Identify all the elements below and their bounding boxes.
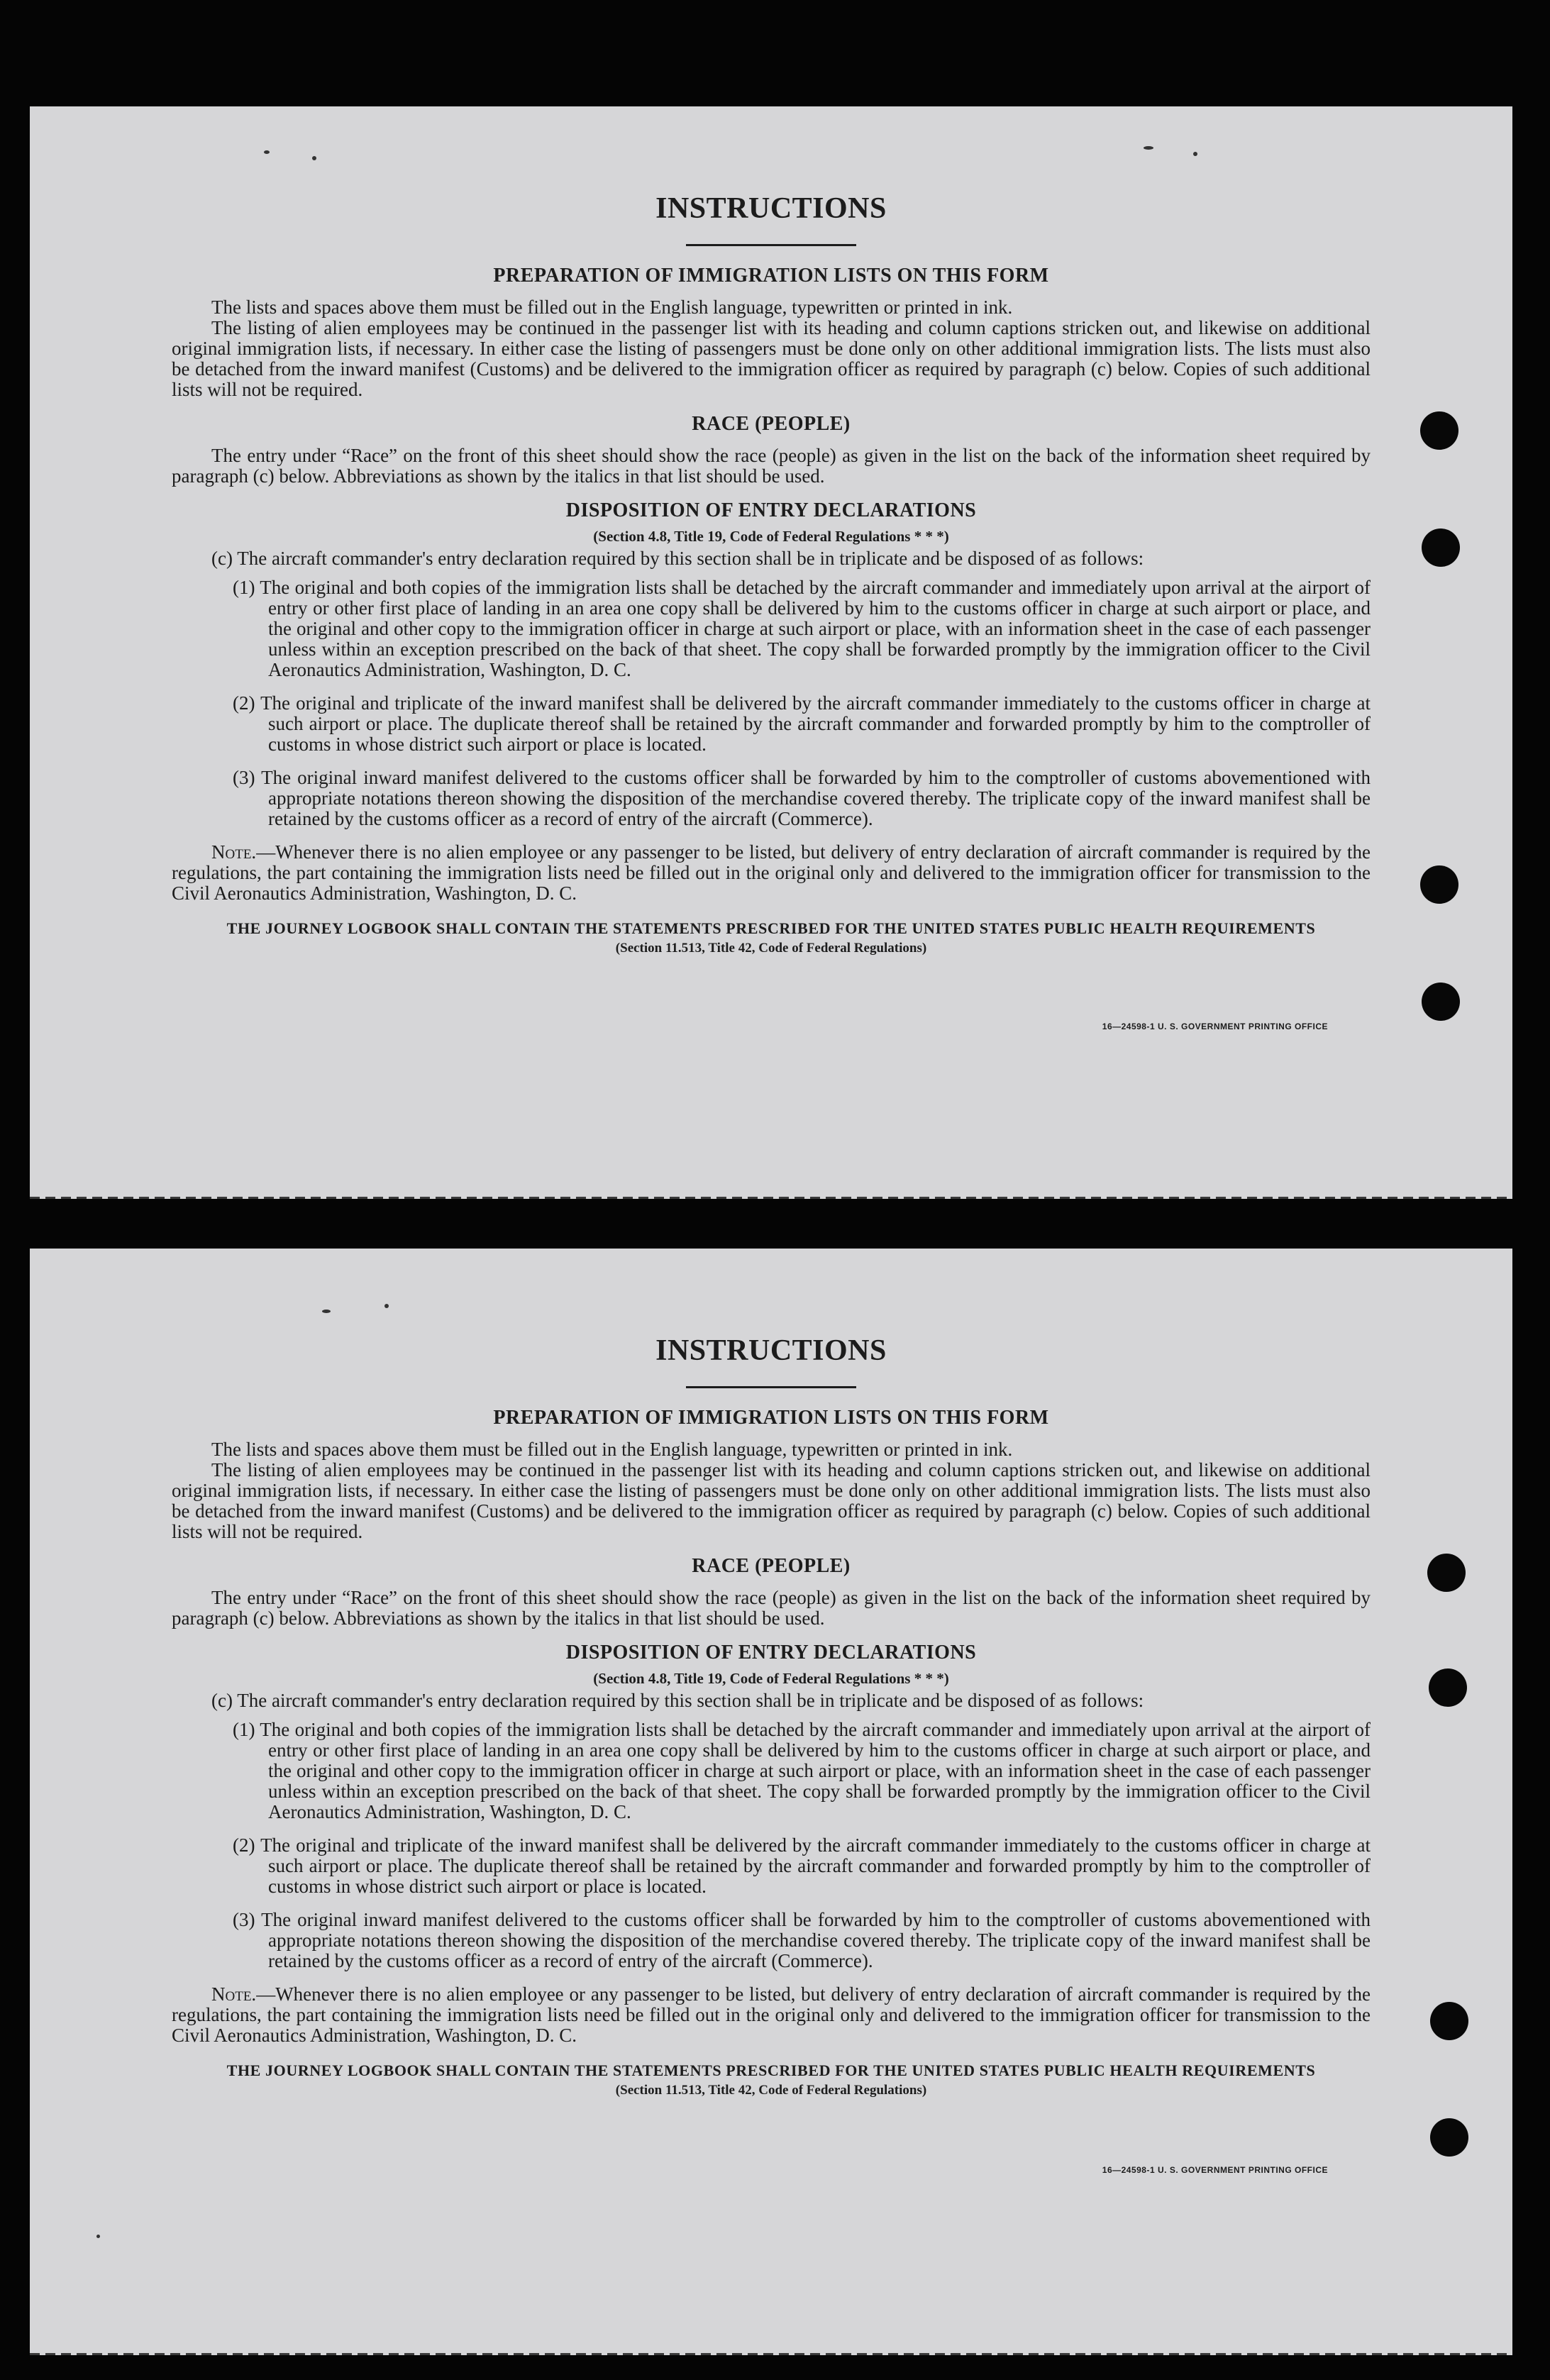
paragraph-c: (c) The aircraft commander's entry declaration required by this section shall be in triplicate and be disposed of as follows:: [211, 1690, 1144, 1711]
list-item-1: (1) The original and both copies of the immigration lists shall be detached by the aircraft commander and immediately upon arrival at the airport of entry or other first place of landing in an area one copy shall be delivered by him to the customs officer in charge at such airport or place, and the original and other copy to the immigration officer in charge at such airport or place, with an information sheet in the case of each passenger unless within an exception prescribed on the back of that sheet. The copy shall be forwarded promptly by the immigration officer to the Civil Aeronautics Administration, Washington, D. C.: [233, 1719, 1371, 1822]
punch-hole: [1430, 2002, 1468, 2040]
scan-speck: [1193, 152, 1197, 156]
section-heading-race: RACE (PEOPLE): [692, 413, 851, 435]
paragraph-race: The entry under “Race” on the front of this sheet should show the race (people) as given in the list on the back of the information sheet required by paragraph (c) below. Abbreviations as shown by the italics in that list should be used.: [172, 445, 1371, 487]
scan-speck: [1144, 146, 1153, 150]
punch-hole: [1420, 411, 1458, 450]
paragraph-alien-employees: The listing of alien employees may be continued in the passenger list with its heading and column captions stricken out, and likewise on additional original immigration lists, if necessary. In either case the listing of passengers must be done only on other additional immigration lists. The lists must also be detached from the inward manifest (Customs) and be delivered to the immigration officer as required by paragraph (c) below. Copies of such additional lists will not be required.: [172, 1459, 1371, 1542]
list-item-2: (2) The original and triplicate of the inward manifest shall be delivered by the aircraft commander immediately to the customs officer in charge at such airport or place. The duplicate thereof shall be retained by the aircraft commander and forwarded promptly by him to the comptroller of customs in whose district such airport or place is located.: [233, 1834, 1371, 1897]
scan-speck: [322, 1310, 331, 1313]
punch-hole: [1420, 865, 1458, 904]
logbook-requirement: THE JOURNEY LOGBOOK SHALL CONTAIN THE STATEMENTS PRESCRIBED FOR THE UNITED STATES PUBLIC HEALTH REQUIREMENTS: [226, 2061, 1316, 2079]
note-text: —Whenever there is no alien employee or any passenger to be listed, but delivery of entry declaration of aircraft commander is required by the regulations, the part containing the immigration lists need be filled out in the original only and delivered to the immigration officer for transmission to the Civil Aeronautics Administration, Washington, D. C.: [172, 1983, 1371, 2046]
sheet-title: INSTRUCTIONS: [655, 1334, 887, 1367]
note-label: Note.: [211, 841, 257, 863]
title-rule: [686, 244, 856, 246]
logbook-citation: (Section 11.513, Title 42, Code of Federal Regulations): [615, 2083, 927, 2098]
note-text: —Whenever there is no alien employee or any passenger to be listed, but delivery of entry declaration of aircraft commander is required by the regulations, the part containing the immigration lists need be filled out in the original only and delivered to the immigration officer for transmission to the Civil Aeronautics Administration, Washington, D. C.: [172, 841, 1371, 904]
list-item-3: (3) The original inward manifest delivered to the customs officer shall be forwarded by him to the comptroller of customs abovementioned with appropriate notations thereon showing the disposition of the merchandise covered thereby. The triplicate copy of the inward manifest shall be retained by the customs officer as a record of entry of the aircraft (Commerce).: [233, 767, 1371, 829]
section-heading-disposition: DISPOSITION OF ENTRY DECLARATIONS: [565, 1642, 977, 1664]
paragraph-note: [172, 1984, 1371, 2046]
section-heading-race: RACE (PEOPLE): [692, 1555, 851, 1577]
instruction-sheet-1: [30, 106, 1512, 1199]
list-item-2: (2) The original and triplicate of the inward manifest shall be delivered by the aircraft commander immediately to the customs officer in charge at such airport or place. The duplicate thereof shall be retained by the aircraft commander and forwarded promptly by him to the comptroller of customs in whose district such airport or place is located.: [233, 692, 1371, 755]
section-heading-preparation: PREPARATION OF IMMIGRATION LISTS ON THIS FORM: [493, 1407, 1049, 1429]
paragraph-note: [172, 842, 1371, 904]
section-heading-preparation: PREPARATION OF IMMIGRATION LISTS ON THIS FORM: [493, 265, 1049, 287]
punch-hole: [1427, 1554, 1466, 1592]
list-item-1: (1) The original and both copies of the immigration lists shall be detached by the aircraft commander and immediately upon arrival at the airport of entry or other first place of landing in an area one copy shall be delivered by him to the customs officer in charge at such airport or place, and the original and other copy to the immigration officer in charge at such airport or place, with an information sheet in the case of each passenger unless within an exception prescribed on the back of that sheet. The copy shall be forwarded promptly by the immigration officer to the Civil Aeronautics Administration, Washington, D. C.: [233, 577, 1371, 680]
section-citation: (Section 4.8, Title 19, Code of Federal Regulations * * *): [593, 528, 949, 545]
section-citation: (Section 4.8, Title 19, Code of Federal Regulations * * *): [593, 1670, 949, 1687]
punch-hole: [1422, 528, 1460, 567]
paragraph-lists-language: The lists and spaces above them must be filled out in the English language, typewritten or printed in ink.: [211, 297, 1013, 318]
punch-hole: [1422, 983, 1460, 1021]
scan-speck: [312, 156, 316, 160]
printing-office-code: 16—24598-1 U. S. GOVERNMENT PRINTING OFFICE: [1102, 1022, 1328, 1031]
paragraph-lists-language: The lists and spaces above them must be filled out in the English language, typewritten or printed in ink.: [211, 1439, 1013, 1460]
logbook-citation: (Section 11.513, Title 42, Code of Federal Regulations): [615, 941, 927, 956]
punch-hole: [1429, 1668, 1467, 1707]
printing-office-code: 16—24598-1 U. S. GOVERNMENT PRINTING OFFICE: [1102, 2165, 1328, 2175]
punch-hole: [1430, 2118, 1468, 2157]
instruction-sheet-2: [30, 1249, 1512, 2355]
paragraph-race: The entry under “Race” on the front of this sheet should show the race (people) as given in the list on the back of the information sheet required by paragraph (c) below. Abbreviations as shown by the italics in that list should be used.: [172, 1587, 1371, 1629]
title-rule: [686, 1386, 856, 1388]
sheet-title: INSTRUCTIONS: [655, 192, 887, 225]
scan-speck: [264, 150, 270, 154]
logbook-requirement: THE JOURNEY LOGBOOK SHALL CONTAIN THE STATEMENTS PRESCRIBED FOR THE UNITED STATES PUBLIC HEALTH REQUIREMENTS: [226, 919, 1316, 937]
section-heading-disposition: DISPOSITION OF ENTRY DECLARATIONS: [565, 499, 977, 521]
paragraph-c: (c) The aircraft commander's entry declaration required by this section shall be in triplicate and be disposed of as follows:: [211, 548, 1144, 569]
sheet-edge: [30, 1197, 1512, 1199]
sheet-edge: [30, 2353, 1512, 2355]
scan-speck: [384, 1304, 389, 1308]
scan-speck: [96, 2235, 100, 2238]
paragraph-alien-employees: The listing of alien employees may be continued in the passenger list with its heading and column captions stricken out, and likewise on additional original immigration lists, if necessary. In either case the listing of passengers must be done only on other additional immigration lists. The lists must also be detached from the inward manifest (Customs) and be delivered to the immigration officer as required by paragraph (c) below. Copies of such additional lists will not be required.: [172, 317, 1371, 400]
note-label: Note.: [211, 1983, 257, 2005]
list-item-3: (3) The original inward manifest delivered to the customs officer shall be forwarded by him to the comptroller of customs abovementioned with appropriate notations thereon showing the disposition of the merchandise covered thereby. The triplicate copy of the inward manifest shall be retained by the customs officer as a record of entry of the aircraft (Commerce).: [233, 1909, 1371, 1971]
